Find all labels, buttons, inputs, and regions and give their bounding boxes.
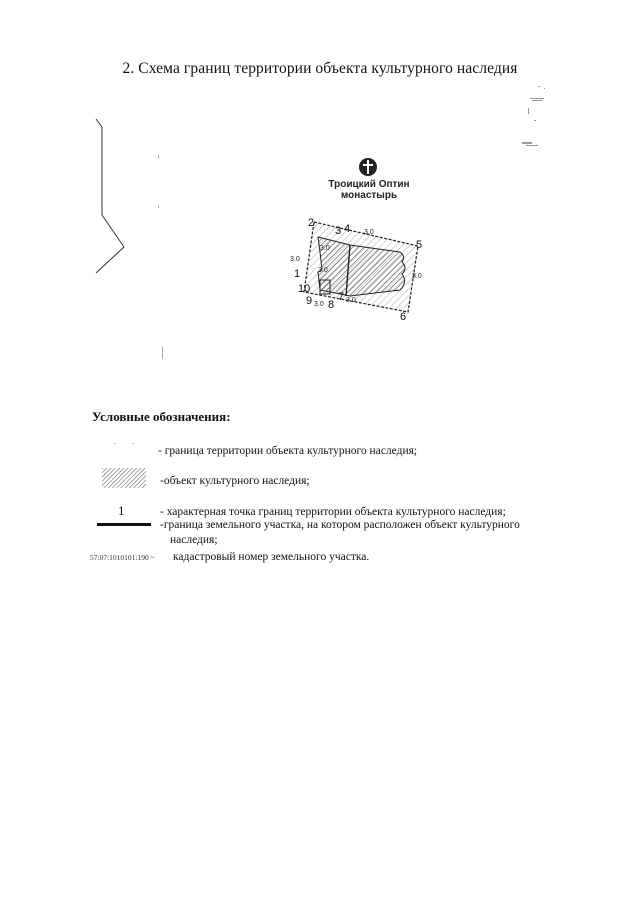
- legend-item-territory-boundary: - граница территории объекта культурного наследия;: [158, 445, 418, 457]
- point-label: 9: [306, 295, 313, 307]
- legend-plot-boundary-symbol: [97, 523, 151, 526]
- legend-item-heritage-object: -объект культурного наследия;: [160, 475, 310, 487]
- cross-icon: [358, 157, 378, 177]
- place-label-line1: Троицкий Оптин: [328, 179, 410, 190]
- distance-label: 3.0: [314, 301, 324, 308]
- annex: [320, 280, 330, 294]
- legend-heading: Условные обозначения:: [92, 409, 231, 424]
- point-label: 8: [328, 299, 335, 311]
- territory-scheme: [280, 212, 440, 324]
- distance-label: 3.0: [364, 229, 374, 236]
- distance-label: 3.0: [320, 245, 330, 252]
- legend-territory-boundary-symbol: [108, 440, 148, 454]
- point-label: 7: [338, 291, 345, 303]
- point-label: 4: [344, 223, 351, 235]
- place-label: [310, 179, 428, 201]
- point-label: 10: [298, 283, 311, 295]
- legend-cadastral-code: 57:07:1010101:190 ~: [90, 553, 155, 562]
- scan-artifacts: [500, 80, 560, 160]
- distance-label: 3.0: [290, 256, 300, 263]
- legend-heritage-object-symbol: [100, 466, 148, 490]
- legend-item-cadastral-number: кадастровый номер земельного участка.: [173, 551, 370, 563]
- legend-item-plot-boundary-line1: -граница земельного участка, на котором расположен объект культурного: [160, 519, 520, 531]
- distance-label: 3.0: [412, 273, 422, 280]
- legend-item-characteristic-point: - характерная точка границ территории объекта культурного наследия;: [160, 506, 506, 518]
- legend-item-plot-boundary-line2: наследия;: [170, 534, 218, 546]
- point-label: 5: [416, 239, 423, 251]
- distance-label: 3.0: [346, 297, 356, 304]
- point-label: 2: [308, 217, 315, 229]
- distance-label: 3.0: [318, 267, 328, 274]
- point-label: 6: [400, 311, 407, 323]
- adjacent-boundary-lines: [90, 115, 180, 385]
- point-label: 1: [294, 268, 301, 280]
- point-label: 3: [335, 225, 342, 237]
- legend-point-symbol: 1: [118, 503, 125, 518]
- place-label-line2: монастырь: [340, 190, 398, 201]
- page-title: 2. Схема границ территории объекта культурного наследия: [122, 60, 518, 77]
